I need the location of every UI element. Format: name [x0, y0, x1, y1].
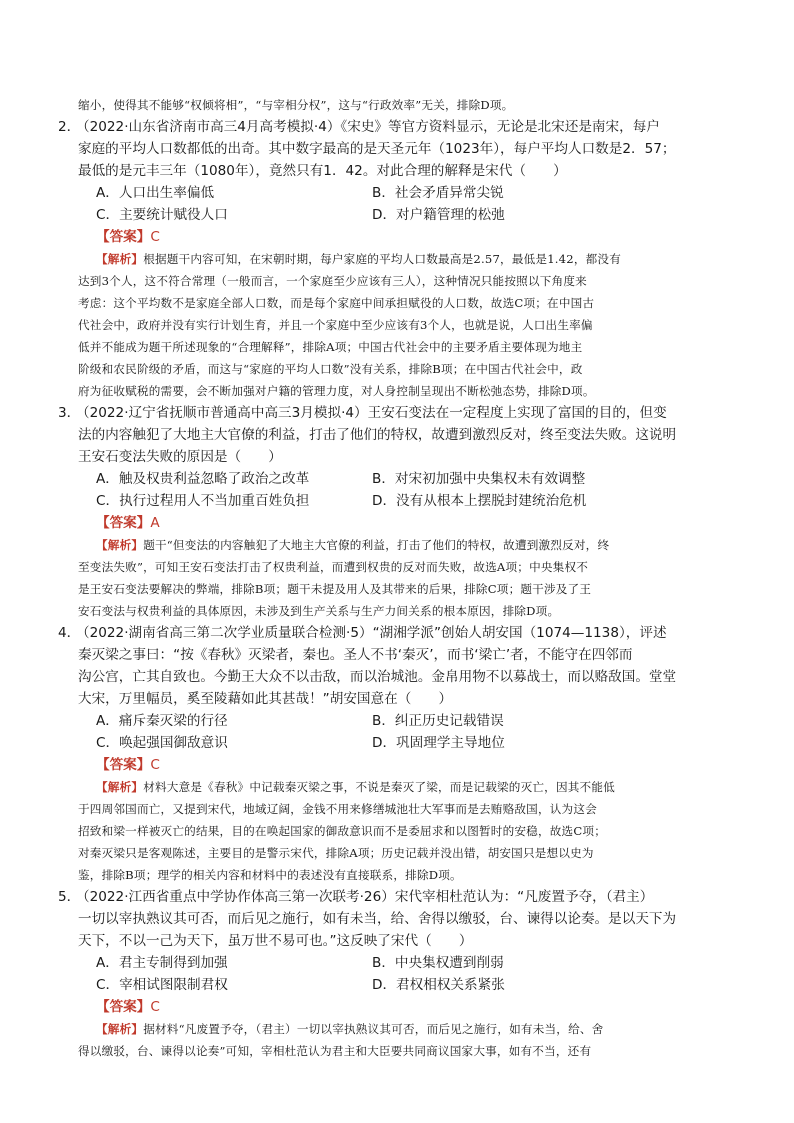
answer-tag: 【答案】 [96, 515, 151, 531]
analysis-line [78, 358, 718, 380]
analysis-tag: 【解析】 [96, 252, 144, 266]
question-stem-text: 沟公宫，亡其自致也。今勤王大众不以击敌，而以治城池。金帛用物不以募战士，而以赂敌国。堂堂 [78, 669, 677, 685]
question-stem-text: 天下，不以一己为天下，虽万世不易可也。”这反映了宋代（ ） [78, 933, 473, 949]
analysis-tag: 【解析】 [96, 538, 144, 552]
question-stem-text: （2022·辽宁省抚顺市普通高中高三3月模拟·4）王安石变法在一定程度上实现了富国的目的，但变 [76, 405, 667, 421]
question-number: 2． [58, 119, 81, 135]
option-row [78, 952, 718, 974]
analysis-text: 题干“但变法的内容触犯了大地主大官僚的利益，打击了他们的特权，故遭到激烈反对，终 [143, 538, 610, 552]
option-row [78, 710, 718, 732]
question-stem-line [78, 688, 718, 710]
question-stem-line [78, 138, 718, 160]
question-stem-line [58, 116, 718, 138]
analysis-text: 对秦灭梁只是客观陈述，主要目的是警示宋代，排除A项；历史记载并没出错，胡安国只是想以史为 [78, 846, 594, 860]
question-stem-text: 家庭的平均人口数都低的出奇。其中数字最高的是天圣元年（1023年），每户平均人口数是2．57； [78, 141, 676, 157]
answer-value: C [150, 757, 160, 773]
analysis-text: 低并不能成为题干所述现象的“合理解释”，排除A项；中国古代社会中的主要矛盾主要体现为地主 [78, 340, 583, 354]
analysis-line [78, 578, 718, 600]
analysis-text: 鉴，排除B项；理学的相关内容和材料中的表述没有直接联系，排除D项。 [78, 868, 462, 882]
answer-option: D．巩固理学主导地位 [372, 735, 505, 751]
question-stem-line [58, 886, 718, 908]
question-block [58, 116, 718, 402]
answer-value: C [150, 999, 160, 1015]
option-row [78, 468, 718, 490]
analysis-line [78, 600, 718, 622]
question-stem-line [78, 908, 718, 930]
answer-option: A．人口出生率偏低 [96, 185, 215, 201]
option-row [78, 490, 718, 512]
question-stem-line [58, 622, 718, 644]
analysis-text: 材料大意是《春秋》中记载秦灭梁之事，不说是秦灭了梁，而是记载梁的灭亡，因其不能低 [143, 780, 615, 794]
question-number: 3． [58, 405, 81, 421]
analysis-text: 达到3个人，这不符合常理（一般而言，一个家庭至少应该有三人），这种情况只能按照以下角度来 [78, 274, 587, 288]
analysis-text: 考虑：这个平均数不是家庭全部人口数，而是每个家庭中间承担赋役的人口数，故选C项；在中国古 [78, 296, 595, 310]
analysis-line [78, 842, 718, 864]
question-stem-text: 一切以宰执熟议其可否，而后见之施行，如有未当，给、舍得以缴驳，台、谏得以论奏。是以天下为 [78, 911, 677, 927]
answer-line [78, 996, 718, 1018]
option-row [78, 182, 718, 204]
analysis-line [78, 1018, 718, 1040]
analysis-line [78, 776, 718, 798]
analysis-line [78, 270, 718, 292]
analysis-line [78, 336, 718, 358]
question-block [58, 886, 718, 1062]
answer-option: C．唤起强国御敌意识 [96, 735, 228, 751]
answer-tag: 【答案】 [96, 757, 151, 773]
analysis-text: 于四周邻国而亡，又提到宋代，地域辽阔，金钱不用来修缮城池壮大军事而是去贿赂敌国，认为这会 [78, 802, 597, 816]
continuation-text: 缩小，使得其不能够“权倾将相”，“与宰相分权”，这与“行政效率”无关，排除D项。 [78, 98, 514, 112]
question-stem-line [78, 446, 718, 468]
question-number: 4． [58, 625, 81, 641]
analysis-line [78, 248, 718, 270]
answer-option: C．执行过程用人不当加重百姓负担 [96, 493, 310, 509]
answer-option: B．对宋初加强中央集权未有效调整 [372, 471, 586, 487]
answer-value: C [150, 229, 160, 245]
answer-line [78, 512, 718, 534]
question-stem-text: （2022·湖南省高三第二次学业质量联合检测·5）“湖湘学派”创始人胡安国（1074—1138），评述 [76, 625, 667, 641]
document-page [58, 94, 718, 1062]
answer-value: A [150, 515, 160, 531]
question-stem-line [58, 402, 718, 424]
analysis-text: 至变法失败”，可知王安石变法打击了权贵利益，而遭到权贵的反对而失败，故选A项；中央集权不 [78, 560, 589, 574]
analysis-text: 安石变法与权贵利益的具体原因，未涉及到生产关系与生产力间关系的根本原因，排除D项。 [78, 604, 560, 618]
question-stem-text: 最低的是元丰三年（1080年），竟然只有1．42。对此合理的解释是宋代（ ） [78, 163, 567, 179]
question-stem-text: （2022·山东省济南市高三4月高考模拟·4）《宋史》等官方资料显示，无论是北宋还是南宋，每户 [76, 119, 660, 135]
analysis-text: 根据题干内容可知，在宋朝时期，每户家庭的平均人口数最高是2.57，最低是1.42，都没有 [143, 252, 621, 266]
analysis-text: 得以缴驳，台、谏得以论奏”可知，宰相杜范认为君主和大臣要共同商议国家大事，如有不当，还有 [78, 1044, 592, 1058]
answer-option: C．宰相试图限制君权 [96, 977, 228, 993]
analysis-line [78, 798, 718, 820]
analysis-text: 阶级和农民阶级的矛盾，而这与“家庭的平均人口数”没有关系，排除B项；在中国古代社会中，政 [78, 362, 583, 376]
analysis-line [78, 556, 718, 578]
answer-option: B．纠正历史记载错误 [372, 713, 504, 729]
question-stem-line [78, 644, 718, 666]
answer-option: B．中央集权遭到削弱 [372, 955, 504, 971]
question-stem-text: 大宋，万里幅员，奚至陵藉如此其甚哉！”胡安国意在（ ） [78, 691, 453, 707]
answer-option: C．主要统计赋役人口 [96, 207, 228, 223]
answer-option: A．触及权贵利益忽略了政治之改革 [96, 471, 310, 487]
option-row [78, 204, 718, 226]
question-list [58, 116, 718, 1062]
analysis-text: 招致和梁一样被灭亡的结果，目的在唤起国家的御敌意识而不是委屈求和以图暂时的安稳，故选C项； [78, 824, 606, 838]
answer-option: D．没有从根本上摆脱封建统治危机 [372, 493, 587, 509]
question-stem-line [78, 666, 718, 688]
answer-tag: 【答案】 [96, 999, 151, 1015]
analysis-tag: 【解析】 [96, 780, 144, 794]
question-stem-text: 法的内容触犯了大地主大官僚的利益，打击了他们的特权，故遭到激烈反对，终至变法失败。这说明 [78, 427, 677, 443]
answer-line [78, 754, 718, 776]
answer-option: B．社会矛盾异常尖锐 [372, 185, 504, 201]
answer-option: D．君权相权关系紧张 [372, 977, 505, 993]
answer-tag: 【答案】 [96, 229, 151, 245]
analysis-line [78, 314, 718, 336]
analysis-text: 据材料“凡废置予夺，（君主）一切以宰执熟议其可否，而后见之施行，如有未当，给、舍 [143, 1022, 604, 1036]
analysis-line [78, 820, 718, 842]
question-stem-line [78, 930, 718, 952]
option-row [78, 974, 718, 996]
analysis-line [78, 534, 718, 556]
option-row [78, 732, 718, 754]
question-stem-text: 秦灭梁之事曰：“按《春秋》灭梁者，秦也。圣人不书‘秦灭’，而书‘梁亡’者，不能守在四邻而 [78, 647, 633, 663]
analysis-line [78, 380, 718, 402]
answer-line [78, 226, 718, 248]
question-number: 5． [58, 889, 81, 905]
question-stem-line [78, 160, 718, 182]
analysis-text: 是王安石变法要解决的弊端，排除B项；题干未提及用人及其带来的后果，排除C项；题干涉及了王 [78, 582, 592, 596]
analysis-text: 府为征收赋税的需要，会不断加强对户籍的管理力度，对人身控制呈现出不断松弛态势，排除D项。 [78, 384, 595, 398]
analysis-line [78, 1040, 718, 1062]
analysis-text: 代社会中，政府并没有实行计划生育，并且一个家庭中至少应该有3个人，也就是说，人口出生率偏 [78, 318, 593, 332]
answer-option: A．痛斥秦灭梁的行径 [96, 713, 228, 729]
answer-option: D．对户籍管理的松弛 [372, 207, 505, 223]
question-stem-line [78, 424, 718, 446]
question-block [58, 622, 718, 886]
answer-option: A．君主专制得到加强 [96, 955, 228, 971]
question-stem-text: 王安石变法失败的原因是（ ） [78, 449, 282, 465]
analysis-line [78, 292, 718, 314]
analysis-line [78, 864, 718, 886]
analysis-tag: 【解析】 [96, 1022, 144, 1036]
question-block [58, 402, 718, 622]
question-stem-text: （2022·江西省重点中学协作体高三第一次联考·26）宋代宰相杜范认为：“凡废置予夺，（君主） [76, 889, 654, 905]
